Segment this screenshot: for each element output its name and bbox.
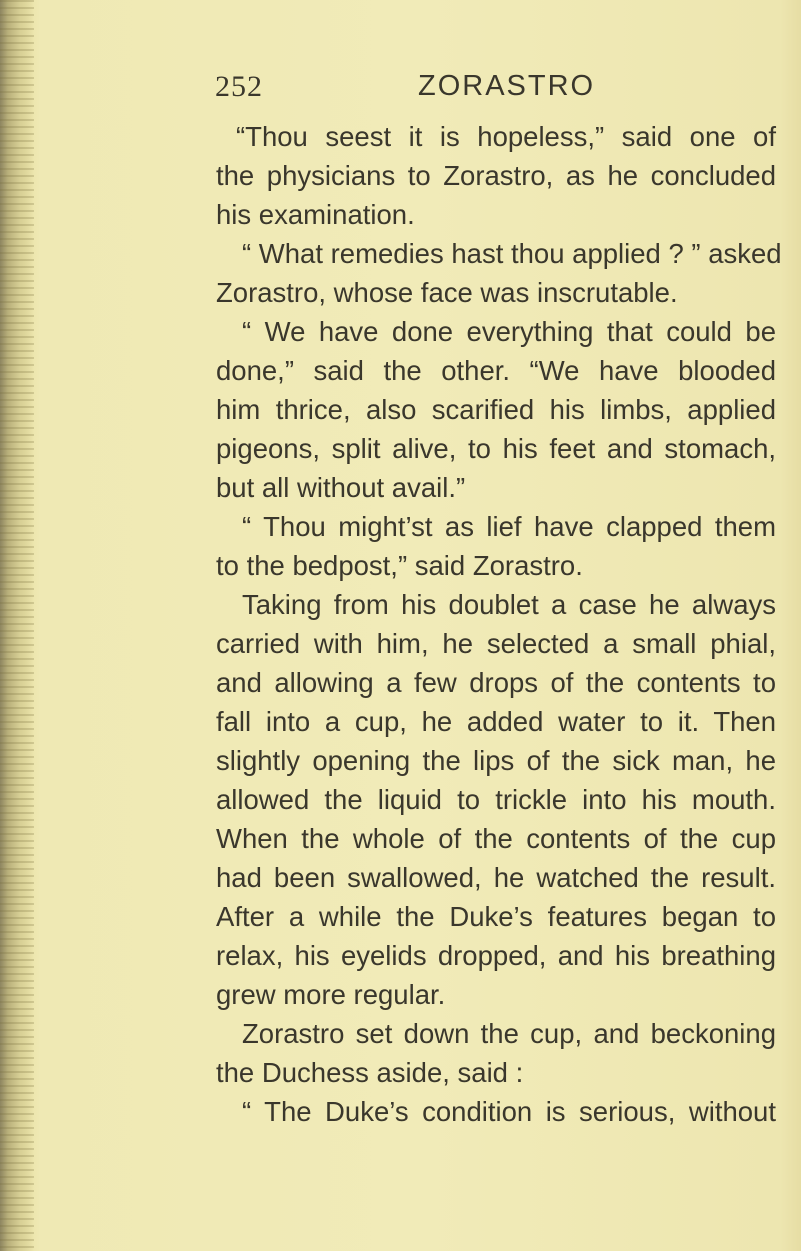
running-head: ZORASTRO	[418, 70, 596, 102]
text-line: “ The Duke’s condition is serious, without	[242, 1096, 776, 1127]
text-line: relax, his eyelids dropped, and his breathing	[216, 940, 776, 971]
body-text	[216, 117, 782, 1131]
text-line: and allowing a few drops of the contents to	[216, 667, 776, 698]
text-line: “ Thou might’st as lief have clapped them	[242, 511, 776, 542]
text-line: his examination.	[216, 199, 415, 230]
text-line: had been swallowed, he watched the result.	[216, 862, 776, 893]
text-line: pigeons, split alive, to his feet and stomach,	[216, 433, 776, 464]
page-binding-edge	[0, 0, 34, 1251]
text-line: After a while the Duke’s features began to	[216, 901, 776, 932]
text-line: fall into a cup, he added water to it. Then	[216, 706, 776, 737]
text-line: to the bedpost,” said Zorastro.	[216, 550, 583, 581]
text-line: “Thou seest it is hopeless,” said one of	[236, 121, 776, 152]
page-number: 252	[215, 70, 263, 103]
text-line: him thrice, also scarified his limbs, applied	[216, 394, 776, 425]
text-line: carried with him, he selected a small phial,	[216, 628, 776, 659]
text-line: Zorastro, whose face was inscrutable.	[216, 277, 678, 308]
text-line: Zorastro set down the cup, and beckoning	[242, 1018, 776, 1049]
text-line: “ What remedies hast thou applied ? ” asked	[242, 238, 782, 269]
text-line: grew more regular.	[216, 979, 446, 1010]
text-line: slightly opening the lips of the sick man, he	[216, 745, 776, 776]
text-line: but all without avail.”	[216, 472, 466, 503]
text-line: the Duchess aside, said :	[216, 1057, 524, 1088]
page-header	[215, 70, 775, 110]
text-line: done,” said the other. “We have blooded	[216, 355, 776, 386]
text-line: When the whole of the contents of the cup	[216, 823, 776, 854]
text-line: the physicians to Zorastro, as he concluded	[216, 160, 776, 191]
text-line: “ We have done everything that could be	[242, 316, 776, 347]
text-line: allowed the liquid to trickle into his mouth.	[216, 784, 776, 815]
text-line: Taking from his doublet a case he always	[242, 589, 776, 620]
